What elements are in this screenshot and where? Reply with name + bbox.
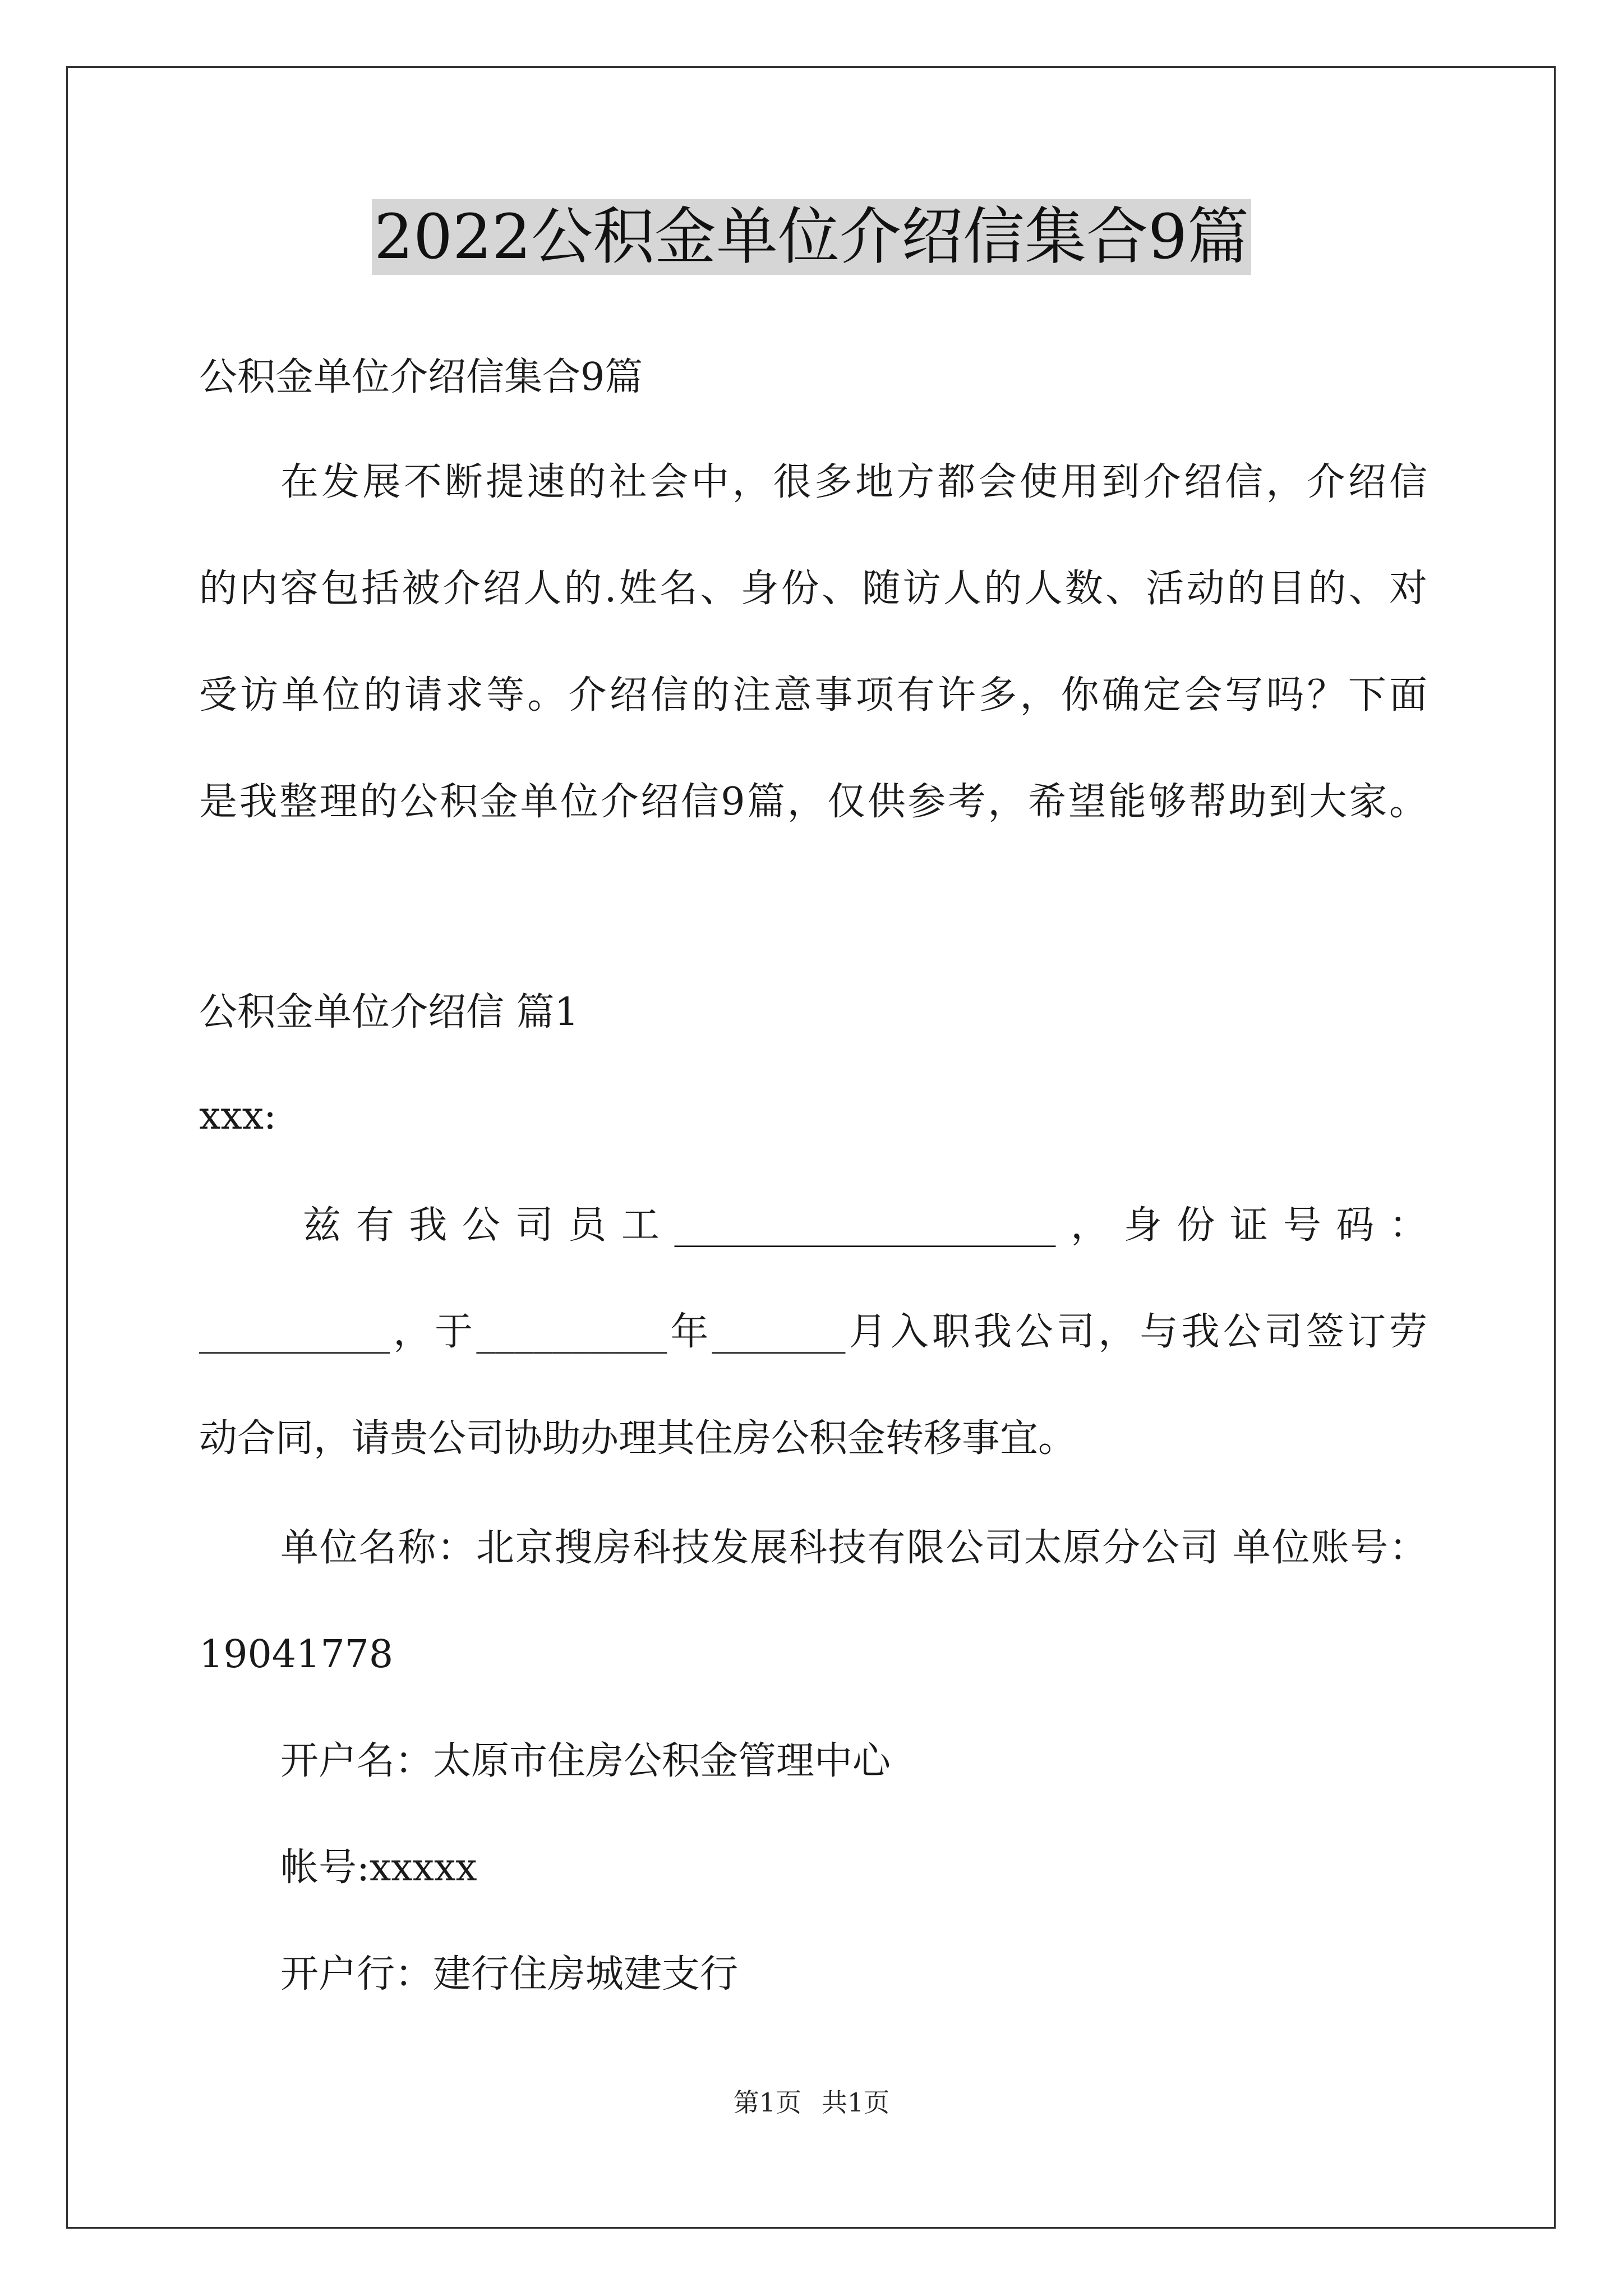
- body-line-3: 动合同，请贵公司协助办理其住房公积金转移事宜。: [199, 1416, 1077, 1461]
- body-line-2: __________，于__________年_______月入职我公司，与我公司签订劳: [199, 1310, 1427, 1354]
- unit-info-line-1: 单位名称：北京搜房科技发展科技有限公司太原分公司 单位账号：: [280, 1526, 1427, 1570]
- account-name: 开户名：太原市住房公积金管理中心: [280, 1739, 891, 1783]
- salutation: xxx:: [199, 1094, 276, 1138]
- bank-name: 开户行：建行住房城建支行: [280, 1952, 739, 1996]
- document-title: 2022公积金单位介绍信集合9篇: [372, 199, 1251, 275]
- unit-info-line-2: 19041778: [199, 1632, 394, 1677]
- page-footer: [0, 2086, 1623, 2119]
- page-total: 共1页: [822, 2087, 890, 2118]
- title-wrap: [0, 199, 1623, 275]
- document-subtitle: 公积金单位介绍信集合9篇: [199, 355, 643, 399]
- intro-line-3: 受访单位的请求等。介绍信的注意事项有许多，你确定会写吗？下面: [199, 673, 1427, 717]
- intro-line-4: 是我整理的公积金单位介绍信9篇，仅供参考，希望能够帮助到大家。: [199, 780, 1427, 824]
- section-heading: 公积金单位介绍信 篇1: [199, 990, 579, 1034]
- page-current: 第1页: [733, 2087, 801, 2118]
- account-number: 帐号:xxxxx: [280, 1846, 477, 1890]
- body-line-1: 兹有我公司员工____________________，身份证号码：: [303, 1203, 1427, 1248]
- intro-line-2: 的内容包括被介绍人的.姓名、身份、随访人的人数、活动的目的、对: [199, 567, 1427, 611]
- intro-line-1: 在发展不断提速的社会中，很多地方都会使用到介绍信，介绍信: [280, 460, 1427, 504]
